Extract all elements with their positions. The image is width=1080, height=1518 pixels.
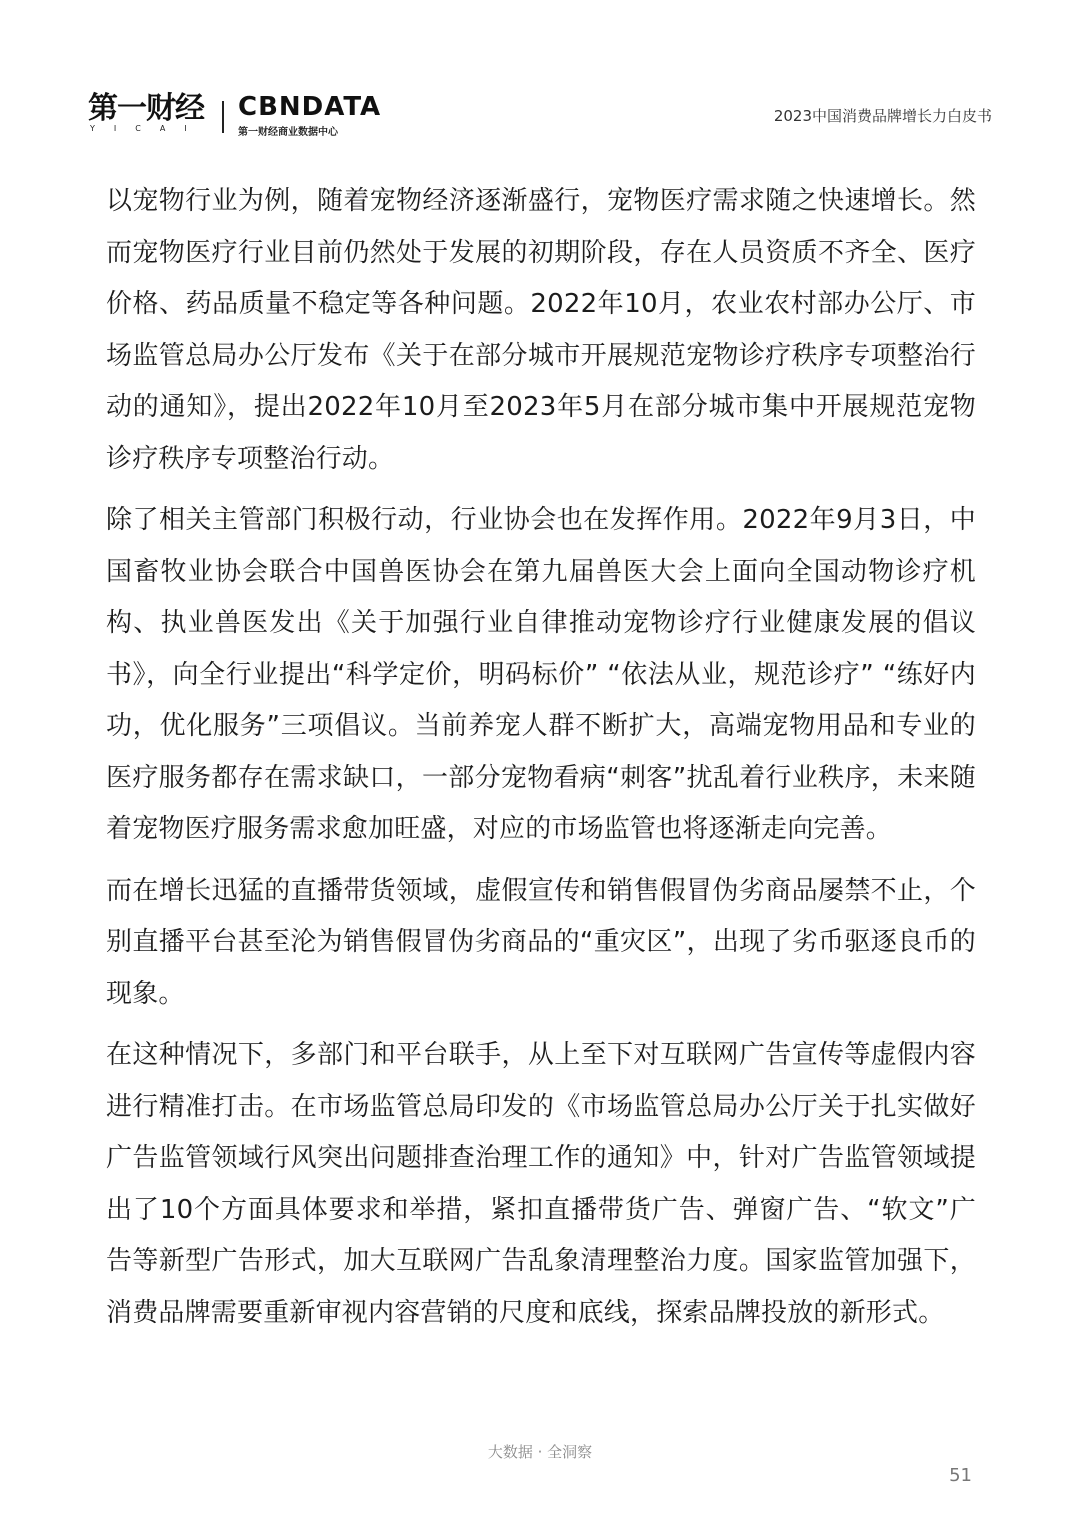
cbndata-logo	[238, 92, 382, 138]
cbndata-logo-text: CBNDATA	[238, 92, 382, 122]
report-title: 2023中国消费品牌增长力白皮书	[773, 107, 992, 125]
footer-slogan: 大数据 · 全洞察	[487, 1443, 593, 1461]
page-number: 51	[949, 1465, 972, 1486]
yicai-logo-subtext: YICAI	[90, 124, 206, 133]
main-content	[106, 176, 976, 1349]
yicai-logo-text: 第一财经	[88, 91, 204, 126]
page-header	[0, 0, 1080, 150]
paragraph-industry-association: 除了相关主管部门积极行动，行业协会也在发挥作用。2022年9月3日，中国畜牧业协会联合中国兽医协会在第九届兽医大会上面向全国动物诊疗机构、执业兽医发出《关于加强行业自律推动宠物诊疗行业健康发展的倡议书》，向全行业提出“科学定价，明码标价” “依法从业，规范诊疗” “练好内功，优化服务”三项倡议。当前养宠人群不断扩大，高端宠物用品和专业的医疗服务都存在需求缺口，一部分宠物看病“刺客”扰乱着行业秩序，未来随着宠物医疗服务需求愈加旺盛，对应的市场监管也将逐渐走向完善。	[106, 505, 976, 844]
paragraph-live-streaming: 而在增长迅猛的直播带货领域，虚假宣传和销售假冒伪劣商品屡禁不止，个别直播平台甚至沦为销售假冒伪劣商品的“重灾区”，出现了劣币驱逐良币的现象。	[106, 875, 976, 1009]
cbndata-logo-subtext: 第一财经商业数据中心	[238, 127, 338, 138]
paragraph-pet-industry: 以宠物行业为例，随着宠物经济逐渐盛行，宠物医疗需求随之快速增长。然而宠物医疗行业目前仍然处于发展的初期阶段，存在人员资质不齐全、医疗价格、药品质量不稳定等各种问题。2022年10月，农业农村部办公厅、市场监管总局办公厅发布《关于在部分城市开展规范宠物诊疗秩序专项整治行动的通知》，提出2022年10月至2023年5月在部分城市集中开展规范宠物诊疗秩序专项整治行动。	[106, 186, 976, 474]
brand-logos	[88, 91, 382, 138]
logo-divider	[222, 101, 224, 133]
yicai-logo	[88, 92, 216, 138]
paragraph-regulation: 在这种情况下，多部门和平台联手，从上至下对互联网广告宣传等虚假内容进行精准打击。在市场监管总局印发的《市场监管总局办公厅关于扎实做好广告监管领域行风突出问题排查治理工作的通知》中，针对广告监管领域提出了10个方面具体要求和举措，紧扣直播带货广告、弹窗广告、“软文”广告等新型广告形式，加大互联网广告乱象清理整治力度。国家监管加强下，消费品牌需要重新审视内容营销的尺度和底线，探索品牌投放的新形式。	[106, 1040, 976, 1328]
